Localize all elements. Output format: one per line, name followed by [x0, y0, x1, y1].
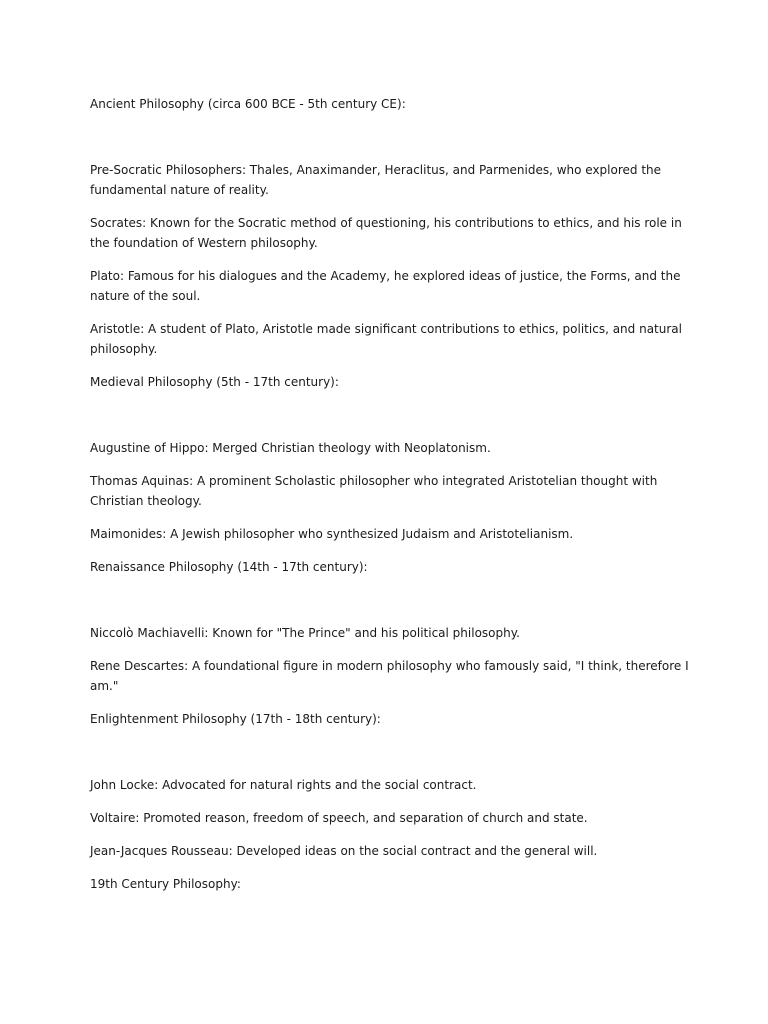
paragraph: Thomas Aquinas: A prominent Scholastic philosopher who integrated Aristotelian thought with Christian theology.	[90, 474, 658, 508]
paragraph: Augustine of Hippo: Merged Christian theology with Neoplatonism.	[90, 441, 491, 455]
document-body	[90, 94, 690, 907]
section-heading: Medieval Philosophy (5th - 17th century):	[90, 375, 339, 389]
paragraph: Jean-Jacques Rousseau: Developed ideas on the social contract and the general will.	[90, 844, 598, 858]
paragraph: Aristotle: A student of Plato, Aristotle made significant contributions to ethics, politics, and natural philosophy.	[90, 322, 682, 356]
paragraph: Niccolò Machiavelli: Known for "The Prince" and his political philosophy.	[90, 626, 520, 640]
section-heading: Renaissance Philosophy (14th - 17th century):	[90, 560, 368, 574]
paragraph: Pre-Socratic Philosophers: Thales, Anaximander, Heraclitus, and Parmenides, who explored the fundamental nature of reality.	[90, 163, 662, 197]
paragraph: Voltaire: Promoted reason, freedom of speech, and separation of church and state.	[90, 811, 588, 825]
paragraph: Plato: Famous for his dialogues and the Academy, he explored ideas of justice, the Forms, and the nature of the soul.	[90, 269, 681, 303]
section-heading: Ancient Philosophy (circa 600 BCE - 5th century CE):	[90, 97, 406, 111]
section-heading: Enlightenment Philosophy (17th - 18th century):	[90, 712, 381, 726]
paragraph: John Locke: Advocated for natural rights and the social contract.	[90, 778, 477, 792]
paragraph: Socrates: Known for the Socratic method of questioning, his contributions to ethics, and his role in the foundation of Western philosophy.	[90, 216, 682, 250]
section-heading: 19th Century Philosophy:	[90, 877, 241, 891]
paragraph: Maimonides: A Jewish philosopher who synthesized Judaism and Aristotelianism.	[90, 527, 574, 541]
paragraph: Rene Descartes: A foundational figure in modern philosophy who famously said, "I think, therefore I am."	[90, 659, 689, 693]
